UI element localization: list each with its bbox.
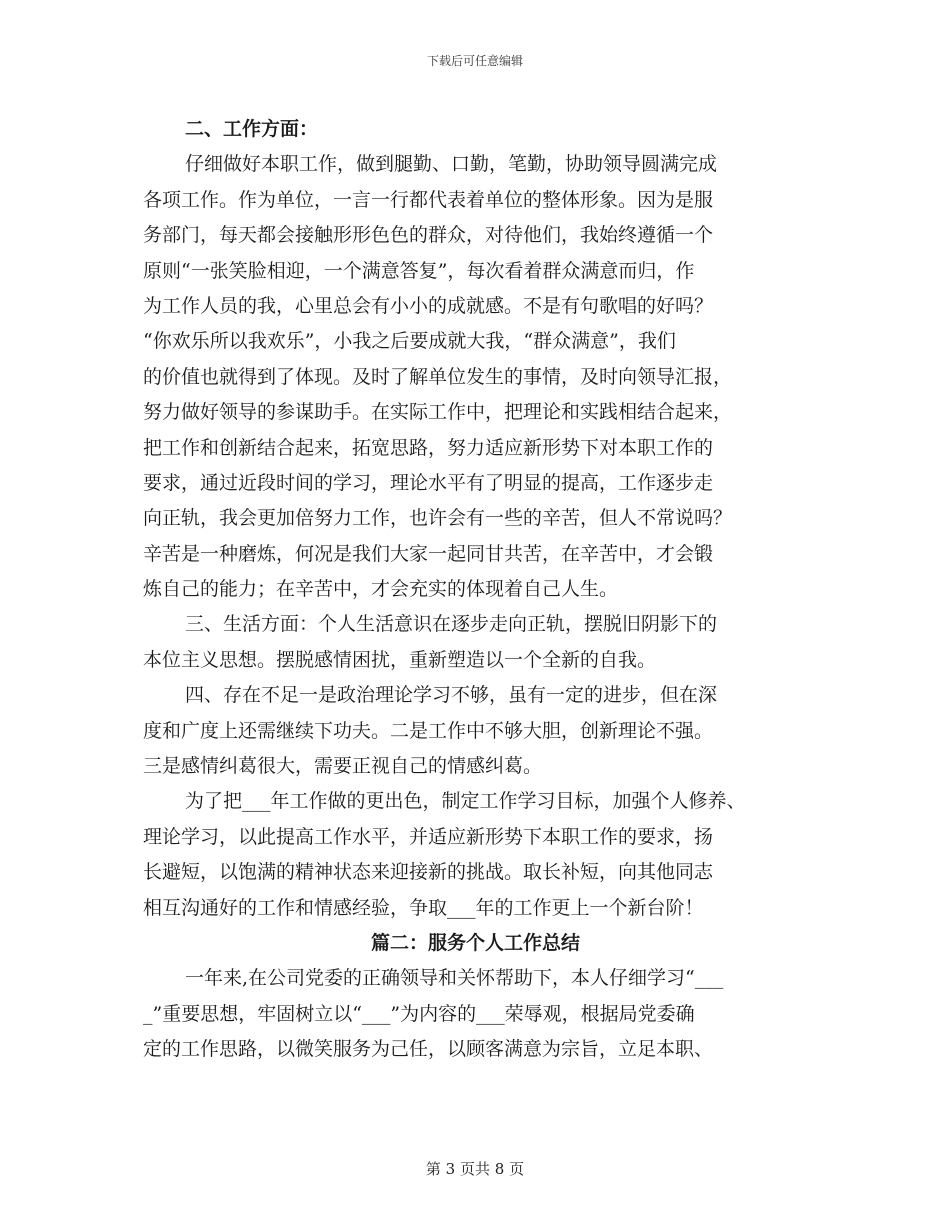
- page-header: 下载后可任意编辑: [426, 54, 523, 68]
- text-line: 仔细做好本职工作，做到腿勤、口勤，笔勤，协助领导圆满完成: [185, 153, 718, 176]
- text-line: 度和广度上还需继续下功夫。二是工作中不够大胆，创新理论不强。: [143, 719, 714, 742]
- text-line: 定的工作思路，以微笑服务为己任，以顾客满意为宗旨，立足本职、: [143, 1038, 714, 1061]
- text-line: “你欢乐所以我欢乐”，小我之后要成就大我，“群众满意”，我们: [143, 330, 676, 353]
- text-line: 努力做好领导的参谋助手。在实际工作中，把理论和实践相结合起来，: [143, 401, 733, 424]
- text-line: 一年来,在公司党委的正确领导和关怀帮助下，本人仔细学习“___: [185, 967, 724, 990]
- text-line: _”重要思想，牢固树立以“___”为内容的___荣辱观，根据局党委确: [143, 1002, 695, 1025]
- text-line: 原则“一张笑脸相迎，一个满意答复”，每次看着群众满意而归，作: [143, 259, 695, 282]
- page-footer: 第 3 页共 8 页: [425, 1160, 525, 1178]
- document-body: [143, 112, 808, 1068]
- section-heading: 二、工作方面：: [185, 118, 319, 140]
- text-line: 四、存在不足一是政治理论学习不够，虽有一定的进步，但在深: [185, 684, 718, 707]
- text-line: 为了把___年工作做的更出色，制定工作学习目标，加强个人修养、: [185, 790, 746, 813]
- text-line: 务部门，每天都会接触形形色色的群众，对待他们，我始终遵循一个: [143, 224, 714, 247]
- text-line: 的价值也就得到了体现。及时了解单位发生的事情，及时向领导汇报，: [143, 365, 733, 388]
- text-line: 辛苦是一种磨炼，何况是我们大家一起同甘共苦，在辛苦中，才会锻: [143, 542, 714, 565]
- text-line: 要求，通过近段时间的学习，理论水平有了明显的提高，工作逐步走: [143, 471, 714, 494]
- text-line: 把工作和创新结合起来，拓宽思路，努力适应新形势下对本职工作的: [143, 436, 714, 459]
- text-line: 为工作人员的我，心里总会有小小的成就感。不是有句歌唱的好吗？: [143, 294, 714, 317]
- text-line: 本位主义思想。摆脱感情困扰，重新塑造以一个全新的自我。: [143, 648, 657, 671]
- text-line: 三是感情纠葛很大，需要正视自己的情感纠葛。: [143, 755, 543, 778]
- text-line: 相互沟通好的工作和情感经验，争取___年的工作更上一个新台阶！: [143, 896, 704, 919]
- text-line: 各项工作。作为单位，一言一行都代表着单位的整体形象。因为是服: [143, 188, 714, 211]
- section-heading: 篇二：服务个人工作总结: [370, 931, 580, 954]
- text-line: 向正轨，我会更加倍努力工作，也许会有一些的辛苦，但人不常说吗？: [143, 507, 733, 530]
- text-line: 炼自己的能力；在辛苦中，才会充实的体现着自己人生。: [143, 578, 619, 601]
- text-line: 长避短，以饱满的精神状态来迎接新的挑战。取长补短，向其他同志: [143, 861, 714, 884]
- text-line: 三、生活方面：个人生活意识在逐步走向正轨，摆脱旧阴影下的: [185, 613, 718, 636]
- text-line: 理论学习，以此提高工作水平，并适应新形势下本职工作的要求，扬: [143, 825, 714, 848]
